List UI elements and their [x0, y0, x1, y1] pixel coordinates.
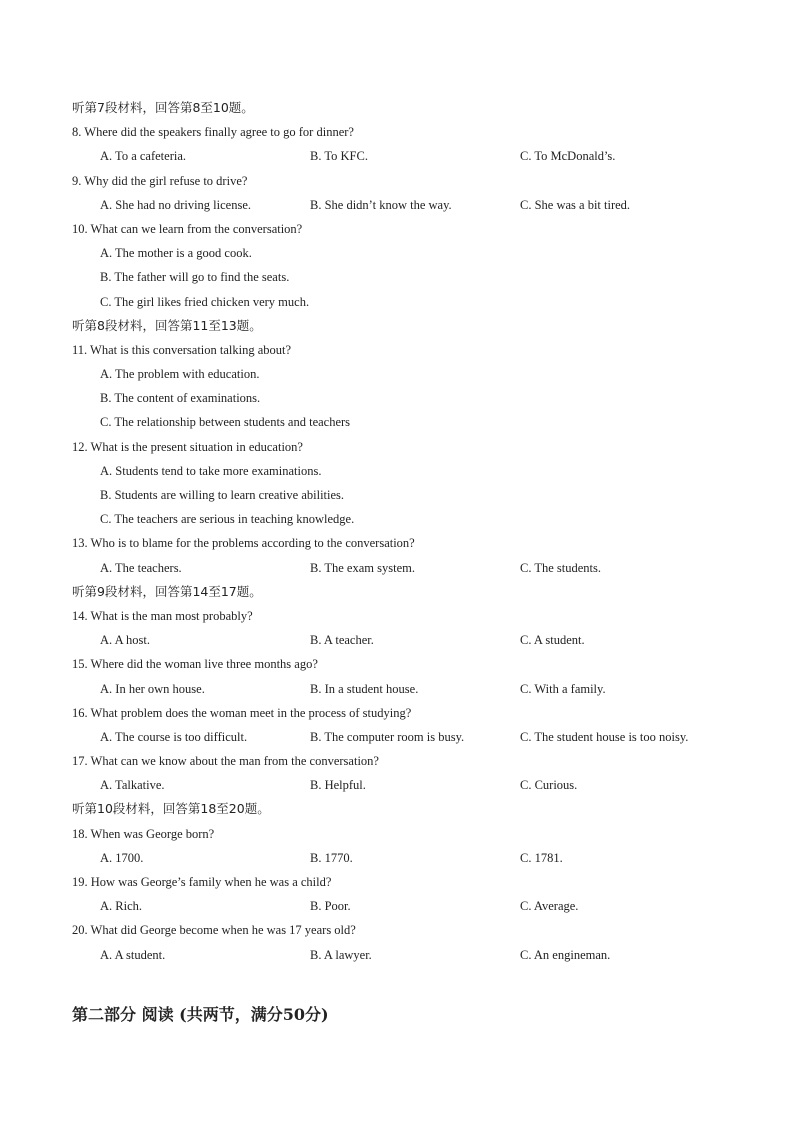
options-row — [72, 773, 732, 797]
answer-option: C. Curious. — [520, 778, 578, 793]
answer-option: C. Average. — [520, 899, 579, 914]
answer-option: B. A lawyer. — [310, 947, 372, 962]
answer-option: C. With a family. — [520, 681, 606, 696]
answer-option: B. The exam system. — [310, 560, 415, 575]
answer-option: C. The teachers are serious in teaching knowledge. — [100, 512, 355, 527]
question-stem: 11. What is this conversation talking about? — [72, 342, 292, 357]
options-row — [72, 677, 732, 701]
question-stem: 18. When was George born? — [72, 826, 215, 841]
answer-option: B. A teacher. — [310, 633, 374, 648]
answer-option: A. The course is too difficult. — [100, 729, 248, 744]
answer-option: B. 1770. — [310, 850, 353, 865]
answer-option: C. The girl likes fried chicken very much. — [100, 294, 310, 309]
options-row — [72, 725, 732, 749]
answer-option: A. Students tend to take more examinations. — [100, 463, 322, 478]
question-stem: 13. Who is to blame for the problems according to the conversation? — [72, 536, 415, 551]
answer-option: A. She had no driving license. — [100, 197, 252, 212]
answer-option: B. To KFC. — [310, 149, 368, 164]
options-row — [72, 894, 732, 918]
options-row — [72, 193, 732, 217]
answer-option: B. In a student house. — [310, 681, 419, 696]
listening-questions — [72, 96, 732, 967]
question-stem: 20. What did George become when he was 17 years old? — [72, 923, 356, 938]
answer-option: A. The problem with education. — [100, 367, 260, 382]
question-stem: 9. Why did the girl refuse to drive? — [72, 173, 248, 188]
answer-option: A. Talkative. — [100, 778, 165, 793]
question-stem: 10. What can we learn from the conversation? — [72, 221, 303, 236]
question-stem: 8. Where did the speakers finally agree to go for dinner? — [72, 125, 354, 140]
answer-option: C. The student house is too noisy. — [520, 729, 689, 744]
section-heading: 听第10段材料，回答第18至20题。 — [72, 801, 270, 817]
answer-option: C. The relationship between students and teachers — [100, 415, 351, 430]
answer-option: C. The students. — [520, 560, 602, 575]
answer-option: A. A host. — [100, 633, 151, 648]
answer-option: B. The computer room is busy. — [310, 729, 465, 744]
answer-option: A. In her own house. — [100, 681, 205, 696]
section-heading: 听第7段材料，回答第8至10题。 — [72, 100, 254, 115]
answer-option: C. To McDonald’s. — [520, 149, 616, 164]
answer-option: B. Poor. — [310, 899, 351, 914]
answer-option: A. A student. — [100, 947, 166, 962]
question-stem: 17. What can we know about the man from the conversation? — [72, 754, 379, 769]
answer-option: A. The teachers. — [100, 560, 182, 575]
question-stem: 15. Where did the woman live three months ago? — [72, 657, 318, 672]
part-title: 第二部分 阅读 (共两节，满分50分) — [72, 1005, 329, 1024]
answer-option: B. The father will go to find the seats. — [100, 270, 290, 285]
question-stem: 14. What is the man most probably? — [72, 608, 253, 623]
section-heading: 听第8段材料，回答第11至13题。 — [72, 317, 262, 333]
answer-option: C. 1781. — [520, 850, 563, 865]
section-heading: 听第9段材料，回答第14至17题。 — [72, 583, 262, 599]
options-row — [72, 846, 732, 870]
answer-option: B. Helpful. — [310, 778, 366, 793]
answer-option: B. She didn’t know the way. — [310, 197, 452, 212]
options-row — [72, 628, 732, 652]
options-row — [72, 144, 732, 168]
answer-option: C. An engineman. — [520, 947, 611, 962]
answer-option: A. To a cafeteria. — [100, 149, 186, 164]
answer-option: A. 1700. — [100, 850, 144, 865]
answer-option: A. Rich. — [100, 899, 143, 914]
answer-option: C. She was a bit tired. — [520, 197, 631, 212]
question-stem: 12. What is the present situation in education? — [72, 439, 303, 454]
answer-option: B. Students are willing to learn creative abilities. — [100, 488, 345, 502]
question-stem: 19. How was George’s family when he was a child? — [72, 875, 332, 889]
options-row — [72, 943, 732, 967]
answer-option: C. A student. — [520, 633, 585, 648]
options-row — [72, 556, 732, 580]
answer-option: A. The mother is a good cook. — [100, 246, 252, 261]
question-stem: 16. What problem does the woman meet in the process of studying? — [72, 705, 412, 720]
answer-option: B. The content of examinations. — [100, 391, 261, 406]
